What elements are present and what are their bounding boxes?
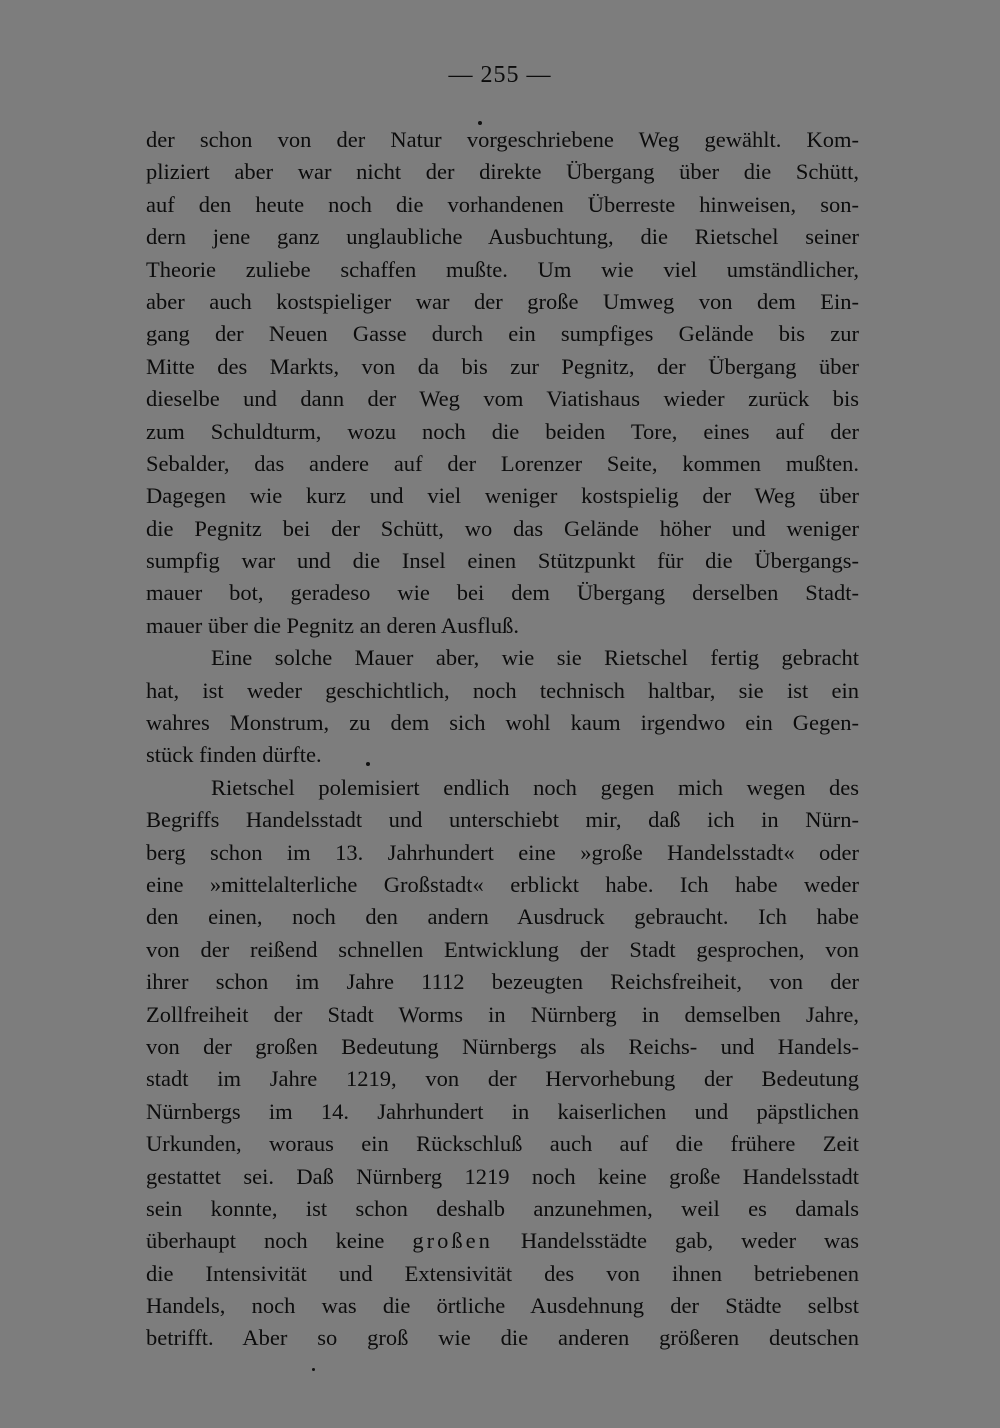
text-line: auf den heute noch die vorhandenen Überreste hinweisen, son- [146, 191, 859, 217]
text-line: Sebalder, das andere auf der Lorenzer Seite, kommen mußten. [146, 450, 859, 476]
text-line: eine »mittelalterliche Großstadt« erblickt habe. Ich habe weder [146, 871, 859, 897]
text-line: der schon von der Natur vorgeschriebene Weg gewählt. Kom- [146, 127, 859, 152]
body-text [146, 124, 859, 1355]
paragraph [146, 772, 859, 1355]
text-line: mauer über die Pegnitz an deren Ausfluß. [146, 612, 520, 638]
text-line: Rietschel polemisiert endlich noch gegen mich wegen des [211, 774, 859, 800]
text-line: berg schon im 13. Jahrhundert eine »große Handelsstadt« oder [146, 839, 859, 865]
text-line: Nürnbergs im 14. Jahrhundert in kaiserlichen und päpstlichen [146, 1098, 859, 1124]
text-line: Theorie zuliebe schaffen mußte. Um wie viel umständlicher, [146, 256, 859, 282]
scan-speck [478, 121, 482, 125]
paragraph [146, 124, 859, 642]
text-line: dern jene ganz unglaubliche Ausbuchtung, die Rietschel seiner [146, 224, 859, 250]
text-line: stadt im Jahre 1219, von der Hervorhebung der Bedeutung [146, 1066, 859, 1092]
page-number: — 255 — [448, 62, 552, 88]
text-line: gestattet sei. Daß Nürnberg 1219 noch keine große Handelsstadt [146, 1163, 859, 1189]
text-fragment: Handelsstädte gab, weder was [520, 1228, 860, 1254]
text-line: sumpfig war und die Insel einen Stützpunkt für die Übergangs- [146, 548, 859, 574]
text-line: ihrer schon im Jahre 1112 bezeugten Reichsfreiheit, von der [146, 969, 859, 995]
text-line [146, 1225, 859, 1257]
text-fragment: überhaupt noch keine [146, 1228, 385, 1254]
text-line: den einen, noch den andern Ausdruck gebraucht. Ich habe [146, 904, 859, 930]
text-line: wahres Monstrum, zu dem sich wohl kaum irgendwo ein Gegen- [146, 710, 859, 736]
emphasized-word: großen [412, 1228, 493, 1254]
scan-speck [366, 762, 370, 766]
text-line: Zollfreiheit der Stadt Worms in Nürnberg in demselben Jahre, [146, 1001, 859, 1027]
text-line: die Pegnitz bei der Schütt, wo das Gelände höher und weniger [146, 515, 859, 541]
text-line: dieselbe und dann der Weg vom Viatishaus wieder zurück bis [146, 386, 859, 412]
paragraph [146, 642, 859, 772]
text-line: von der reißend schnellen Entwicklung der Stadt gesprochen, von [146, 936, 859, 962]
scan-speck [312, 1368, 315, 1371]
text-line: mauer bot, geradeso wie bei dem Übergang derselben Stadt- [146, 580, 859, 606]
text-line: Begriffs Handelsstadt und unterschiebt mir, daß ich in Nürn- [146, 807, 859, 833]
text-line: die Intensivität und Extensivität des von ihnen betriebenen [146, 1260, 859, 1286]
text-line: gang der Neuen Gasse durch ein sumpfiges Gelände bis zur [146, 321, 859, 347]
text-line: Mitte des Markts, von da bis zur Pegnitz, der Übergang über [146, 353, 859, 379]
text-line: zum Schuldturm, wozu noch die beiden Tore, eines auf der [146, 418, 859, 444]
text-line: Handels, noch was die örtliche Ausdehnung der Städte selbst [146, 1293, 859, 1319]
text-line: sein konnte, ist schon deshalb anzunehmen, weil es damals [146, 1195, 859, 1221]
text-line: aber auch kostspieliger war der große Umweg von dem Ein- [146, 288, 859, 314]
text-line: betrifft. Aber so groß wie die anderen größeren deutschen [146, 1325, 859, 1351]
text-line: Dagegen wie kurz und viel weniger kostspielig der Weg über [146, 483, 859, 509]
text-line: hat, ist weder geschichtlich, noch technisch haltbar, sie ist ein [146, 677, 859, 703]
text-line: von der großen Bedeutung Nürnbergs als Reichs- und Handels- [146, 1033, 859, 1059]
text-line: Urkunden, woraus ein Rückschluß auch auf die frühere Zeit [146, 1131, 859, 1157]
text-line: stück finden dürfte. [146, 742, 322, 768]
text-line: Eine solche Mauer aber, wie sie Rietschel fertig gebracht [211, 645, 859, 671]
text-line: pliziert aber war nicht der direkte Übergang über die Schütt, [146, 159, 859, 185]
